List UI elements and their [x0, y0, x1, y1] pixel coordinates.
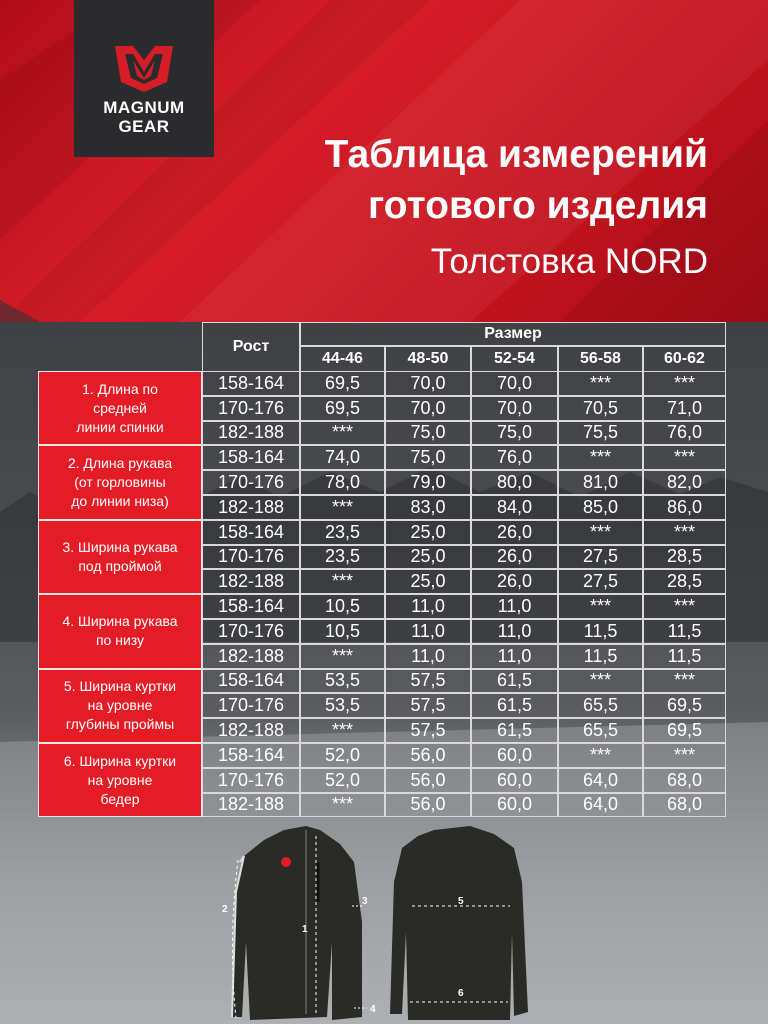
value-cell: 27,5	[558, 569, 643, 594]
value-cell: 10,5	[300, 594, 385, 619]
height-cell: 182-188	[202, 421, 300, 446]
measurement-label: 2. Длина рукава (от горловины до линии низа)	[38, 445, 202, 519]
marker-3: 3	[362, 896, 368, 907]
height-cell: 170-176	[202, 545, 300, 570]
value-cell: 64,0	[558, 768, 643, 793]
value-cell: 69,5	[643, 693, 726, 718]
value-cell: 80,0	[471, 470, 558, 495]
value-cell: ***	[300, 495, 385, 520]
value-cell: ***	[558, 743, 643, 768]
value-cell: 79,0	[385, 470, 471, 495]
value-cell: 70,0	[471, 396, 558, 421]
value-cell: 69,5	[300, 396, 385, 421]
height-cell: 182-188	[202, 718, 300, 743]
value-cell: 11,5	[643, 619, 726, 644]
value-cell: 28,5	[643, 569, 726, 594]
value-cell: 76,0	[643, 421, 726, 446]
value-cell: 75,0	[385, 421, 471, 446]
value-cell: 61,5	[471, 718, 558, 743]
header-banner	[0, 0, 768, 322]
height-cell: 182-188	[202, 569, 300, 594]
value-cell: 83,0	[385, 495, 471, 520]
value-cell: 61,5	[471, 693, 558, 718]
height-cell: 170-176	[202, 768, 300, 793]
value-cell: ***	[300, 569, 385, 594]
value-cell: ***	[643, 445, 726, 470]
value-cell: 61,5	[471, 669, 558, 694]
height-cell: 182-188	[202, 793, 300, 818]
marker-6: 6	[458, 988, 464, 999]
size-header-56-58: 56-58	[558, 346, 643, 372]
value-cell: 56,0	[385, 793, 471, 818]
value-cell: ***	[558, 371, 643, 396]
value-cell: 25,0	[385, 520, 471, 545]
value-cell: 26,0	[471, 569, 558, 594]
value-cell: 23,5	[300, 545, 385, 570]
value-cell: ***	[558, 594, 643, 619]
value-cell: 56,0	[385, 743, 471, 768]
measurement-label: 3. Ширина рукава под проймой	[38, 520, 202, 594]
height-column-header: Рост	[202, 322, 300, 372]
value-cell: 25,0	[385, 569, 471, 594]
height-cell: 170-176	[202, 693, 300, 718]
measurement-label: 4. Ширина рукава по низу	[38, 594, 202, 668]
value-cell: 75,0	[471, 421, 558, 446]
height-cell: 182-188	[202, 644, 300, 669]
value-cell: 10,5	[300, 619, 385, 644]
size-header-52-54: 52-54	[471, 346, 558, 372]
value-cell: 28,5	[643, 545, 726, 570]
value-cell: 75,5	[558, 421, 643, 446]
value-cell: 11,0	[471, 594, 558, 619]
value-cell: ***	[300, 793, 385, 818]
value-cell: 52,0	[300, 743, 385, 768]
height-cell: 182-188	[202, 495, 300, 520]
value-cell: 27,5	[558, 545, 643, 570]
brand-name-line1: MAGNUM	[103, 98, 185, 117]
magnum-m-shield-icon	[111, 42, 177, 94]
value-cell: 70,5	[558, 396, 643, 421]
size-header-60-62: 60-62	[643, 346, 726, 372]
height-cell: 158-164	[202, 594, 300, 619]
value-cell: 26,0	[471, 545, 558, 570]
value-cell: 71,0	[643, 396, 726, 421]
value-cell: 52,0	[300, 768, 385, 793]
page-title-line2: готового изделия	[368, 184, 708, 227]
value-cell: ***	[300, 718, 385, 743]
jacket-measurement-diagram	[222, 822, 542, 1024]
value-cell: 57,5	[385, 669, 471, 694]
measurement-label: 1. Длина по средней линии спинки	[38, 371, 202, 445]
value-cell: 11,0	[385, 644, 471, 669]
value-cell: 78,0	[300, 470, 385, 495]
value-cell: 53,5	[300, 669, 385, 694]
value-cell: 81,0	[558, 470, 643, 495]
value-cell: ***	[643, 594, 726, 619]
value-cell: 57,5	[385, 693, 471, 718]
value-cell: 11,5	[643, 644, 726, 669]
size-header-48-50: 48-50	[385, 346, 471, 372]
measurement-label: 5. Ширина куртки на уровне глубины проймы	[38, 669, 202, 743]
value-cell: 69,5	[300, 371, 385, 396]
value-cell: 11,0	[385, 594, 471, 619]
value-cell: 86,0	[643, 495, 726, 520]
value-cell: ***	[643, 669, 726, 694]
height-cell: 170-176	[202, 619, 300, 644]
page-title-line1: Таблица измерений	[324, 133, 708, 176]
value-cell: ***	[643, 371, 726, 396]
value-cell: 70,0	[385, 396, 471, 421]
value-cell: 11,0	[385, 619, 471, 644]
value-cell: 84,0	[471, 495, 558, 520]
height-cell: 158-164	[202, 520, 300, 545]
value-cell: 53,5	[300, 693, 385, 718]
value-cell: 64,0	[558, 793, 643, 818]
measurement-table	[38, 322, 726, 819]
height-cell: 158-164	[202, 743, 300, 768]
size-header-44-46: 44-46	[300, 346, 385, 372]
value-cell: 57,5	[385, 718, 471, 743]
value-cell: 74,0	[300, 445, 385, 470]
height-cell: 170-176	[202, 470, 300, 495]
value-cell: 76,0	[471, 445, 558, 470]
value-cell: 68,0	[643, 768, 726, 793]
value-cell: 56,0	[385, 768, 471, 793]
value-cell: 11,0	[471, 619, 558, 644]
jacket-front-image	[232, 826, 367, 1020]
height-cell: 170-176	[202, 396, 300, 421]
value-cell: 70,0	[385, 371, 471, 396]
height-cell: 158-164	[202, 445, 300, 470]
brand-name-line2: GEAR	[118, 117, 170, 136]
marker-2: 2	[222, 904, 228, 915]
size-column-header: Размер	[300, 322, 726, 346]
height-cell: 158-164	[202, 669, 300, 694]
value-cell: 11,5	[558, 619, 643, 644]
value-cell: 65,5	[558, 718, 643, 743]
value-cell: 85,0	[558, 495, 643, 520]
value-cell: ***	[558, 445, 643, 470]
value-cell: ***	[558, 669, 643, 694]
value-cell: 60,0	[471, 768, 558, 793]
product-name: Толстовка NORD	[430, 242, 708, 281]
marker-1: 1	[302, 924, 308, 935]
value-cell: 69,5	[643, 718, 726, 743]
value-cell: 11,0	[471, 644, 558, 669]
value-cell: ***	[643, 743, 726, 768]
brand-logo	[74, 0, 214, 157]
height-cell: 158-164	[202, 371, 300, 396]
value-cell: 60,0	[471, 743, 558, 768]
value-cell: 11,5	[558, 644, 643, 669]
value-cell: ***	[300, 421, 385, 446]
value-cell: 68,0	[643, 793, 726, 818]
value-cell: 26,0	[471, 520, 558, 545]
value-cell: ***	[643, 520, 726, 545]
value-cell: 82,0	[643, 470, 726, 495]
value-cell: 25,0	[385, 545, 471, 570]
value-cell: ***	[558, 520, 643, 545]
marker-4: 4	[370, 1004, 376, 1015]
value-cell: 23,5	[300, 520, 385, 545]
value-cell: ***	[300, 644, 385, 669]
measurement-label: 6. Ширина куртки на уровне бедер	[38, 743, 202, 817]
value-cell: 65,5	[558, 693, 643, 718]
value-cell: 75,0	[385, 445, 471, 470]
value-cell: 70,0	[471, 371, 558, 396]
value-cell: 60,0	[471, 793, 558, 818]
marker-5: 5	[458, 896, 464, 907]
